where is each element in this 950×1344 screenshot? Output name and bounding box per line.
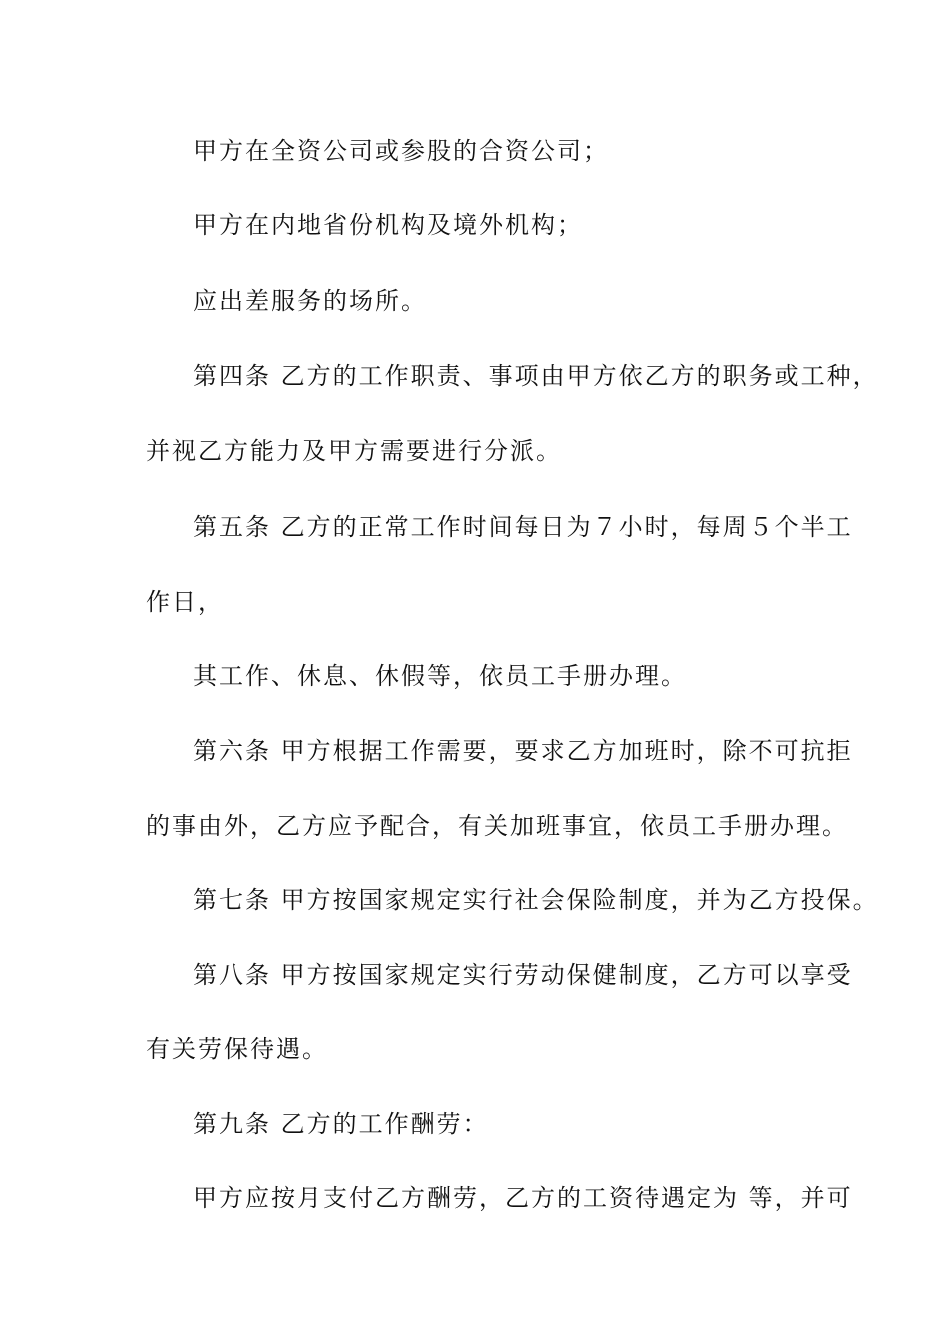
- paragraph-line: 甲方在内地省份机构及境外机构；: [193, 211, 583, 239]
- article-7-line: 第七条 甲方按国家规定实行社会保险制度，并为乙方投保。: [193, 886, 879, 914]
- paragraph-line: 的事由外，乙方应予配合，有关加班事宜，依员工手册办理。: [146, 812, 848, 840]
- article-9-line: 第九条 乙方的工作酬劳：: [193, 1110, 489, 1138]
- paragraph-line: 作日，: [146, 588, 224, 616]
- paragraph-line: 甲方在全资公司或参股的合资公司；: [193, 137, 609, 165]
- paragraph-line: 其工作、休息、休假等，依员工手册办理。: [193, 662, 687, 690]
- article-4-line: 第四条 乙方的工作职责、事项由甲方依乙方的职务或工种，: [193, 362, 879, 390]
- paragraph-line: 甲方应按月支付乙方酬劳，乙方的工资待遇定为 等，并可: [193, 1184, 853, 1212]
- article-6-line: 第六条 甲方根据工作需要，要求乙方加班时，除不可抗拒: [193, 737, 853, 765]
- paragraph-line: 有关劳保待遇。: [146, 1035, 328, 1063]
- article-8-line: 第八条 甲方按国家规定实行劳动保健制度，乙方可以享受: [193, 961, 853, 989]
- article-5-line: 第五条 乙方的正常工作时间每日为７小时，每周５个半工: [193, 513, 853, 541]
- paragraph-line: 应出差服务的场所。: [193, 287, 427, 315]
- paragraph-line: 并视乙方能力及甲方需要进行分派。: [146, 437, 562, 465]
